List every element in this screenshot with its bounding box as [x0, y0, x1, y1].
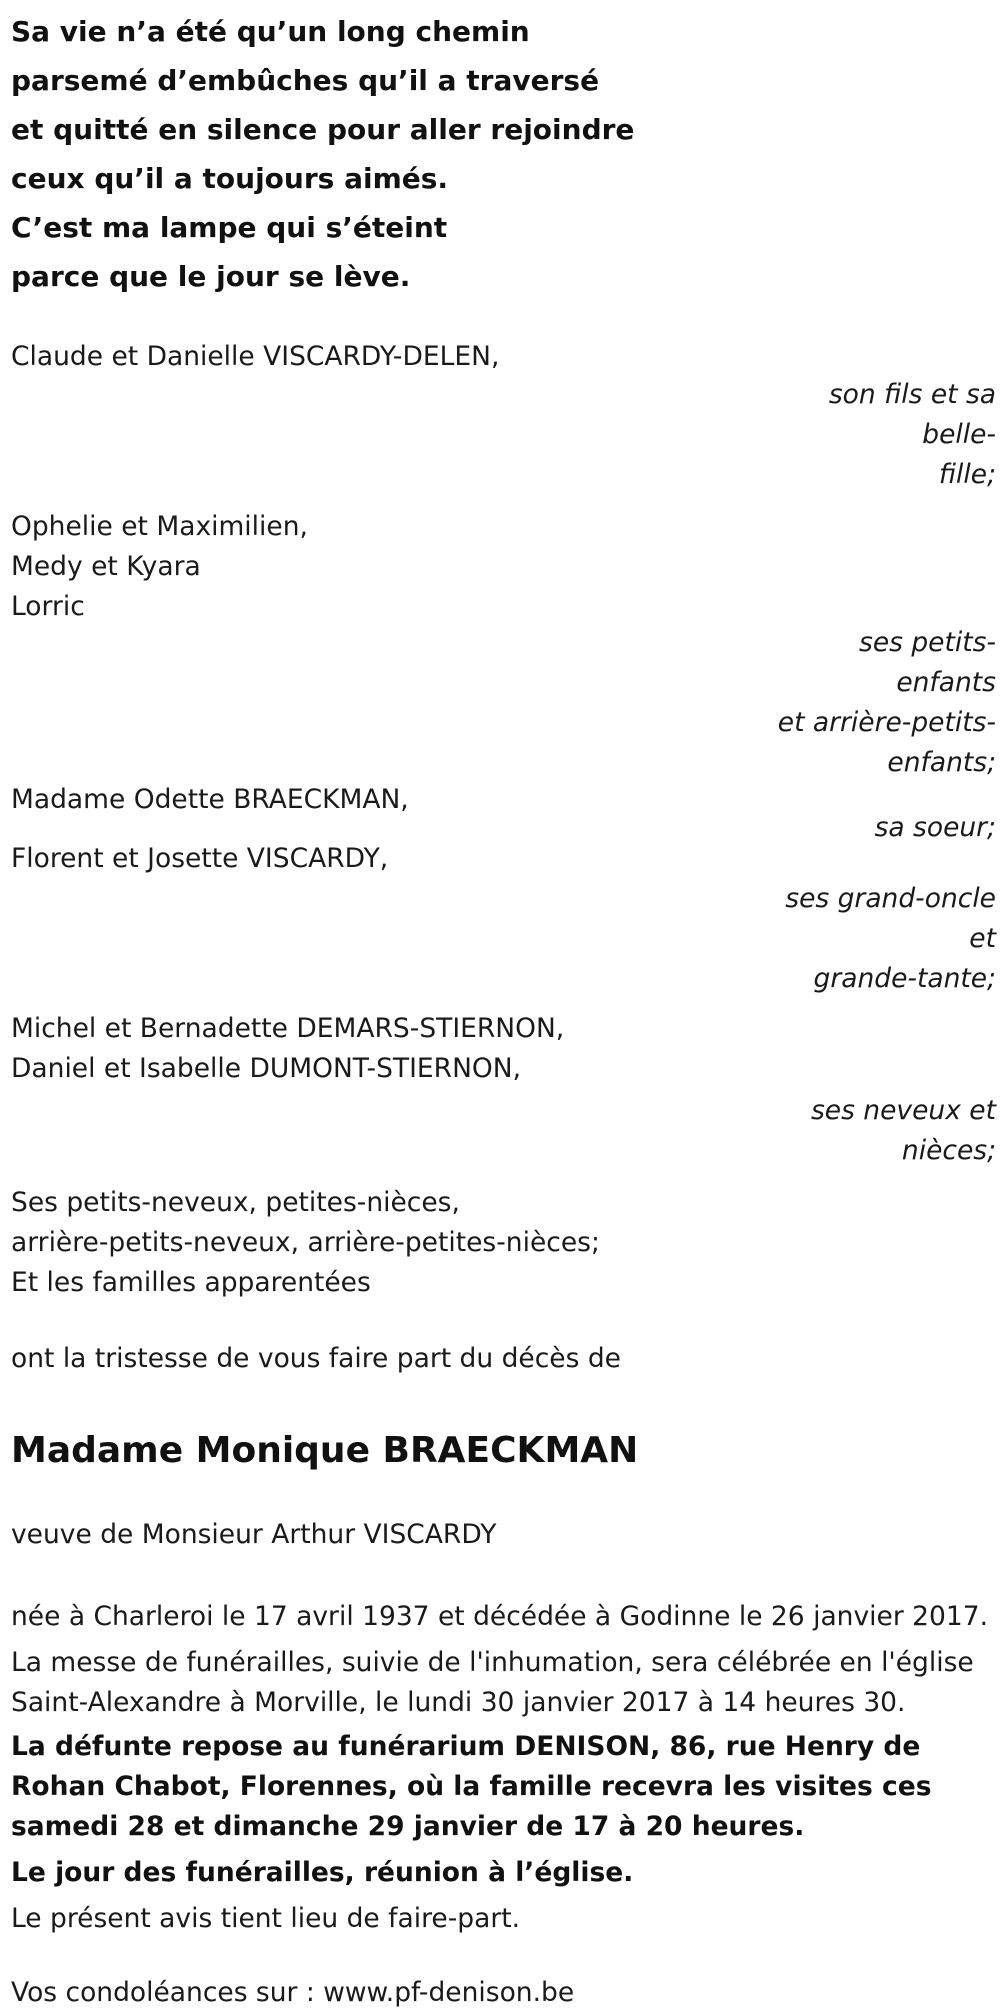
poem-line: Sa vie n’a été qu’un long chemin [11, 15, 530, 48]
poem-line: et quitté en silence pour aller rejoindre [11, 113, 635, 146]
poem-line: parsemé d’embûches qu’il a traversé [11, 64, 600, 97]
poem-line: C’est ma lampe qui s’éteint [11, 211, 448, 244]
family-member: Michel et Bernadette DEMARS-STIERNON, [11, 1013, 565, 1044]
relation-label: sa soeur; [874, 812, 996, 843]
poem-line: ceux qu’il a toujours aimés. [11, 162, 449, 195]
relation-label: ses neveux et nièces; [810, 1095, 996, 1166]
relation-label: son fils et sa belle- fille; [828, 379, 996, 490]
obituary-page [11, 0, 996, 2008]
birth-death-line: née à Charleroi le 17 avril 1937 et décédée à Godinne le 26 janvier 2017. [11, 1601, 989, 1632]
family-group-grandchildren [11, 507, 996, 783]
family-group-son [11, 337, 996, 495]
family-member: Lorric [11, 591, 85, 622]
notice-line: Le présent avis tient lieu de faire-part. [11, 1903, 521, 1934]
condolences-line: Vos condoléances sur : www.pf-denison.be [11, 1977, 575, 2008]
family-group-sister [11, 780, 996, 848]
family-member: Daniel et Isabelle DUMONT-STIERNON, [11, 1053, 522, 1084]
meeting-info: Le jour des funérailles, réunion à l’église. [11, 1857, 634, 1888]
family-member: Florent et Josette VISCARDY, [11, 843, 389, 874]
announcement: ont la tristesse de vous faire part du décès de [11, 1343, 621, 1374]
mass-info: La messe de funérailles, suivie de l'inhumation, sera célébrée en l'église Saint-Alexandre à Morville, le lundi 30 janvier 2017 à 14 heures 30. [11, 1647, 974, 1718]
poem [11, 0, 996, 301]
family-member: arrière-petits-neveux, arrière-petites-nièces; [11, 1227, 600, 1258]
deceased-name: Madame Monique BRAECKMAN [11, 1430, 639, 1471]
family-member: Ses petits-neveux, petites-nièces, [11, 1187, 460, 1218]
family-group-others [11, 1183, 996, 1303]
relation-label: ses grand-oncle et grande-tante; [785, 883, 996, 994]
family-member: Ophelie et Maximilien, [11, 511, 308, 542]
spouse-line: veuve de Monsieur Arthur VISCARDY [11, 1519, 497, 1550]
relation-label: ses petits-enfants et arrière-petits- enfants; [777, 627, 996, 778]
family-member: Et les familles apparentées [11, 1267, 371, 1298]
family-list [11, 337, 996, 1303]
poem-line: parce que le jour se lève. [11, 260, 411, 293]
family-group-great-uncle [11, 839, 996, 999]
family-member: Medy et Kyara [11, 551, 201, 582]
family-group-nephews [11, 1009, 996, 1171]
family-member: Madame Odette BRAECKMAN, [11, 784, 409, 815]
family-member: Claude et Danielle VISCARDY-DELEN, [11, 341, 500, 372]
visitation-info: La défunte repose au funérarium DENISON, 86, rue Henry de Rohan Chabot, Florennes, où la famille recevra les visites ces samedi 28 et dimanche 29 janvier de 17 à 20 heures. [11, 1731, 932, 1842]
